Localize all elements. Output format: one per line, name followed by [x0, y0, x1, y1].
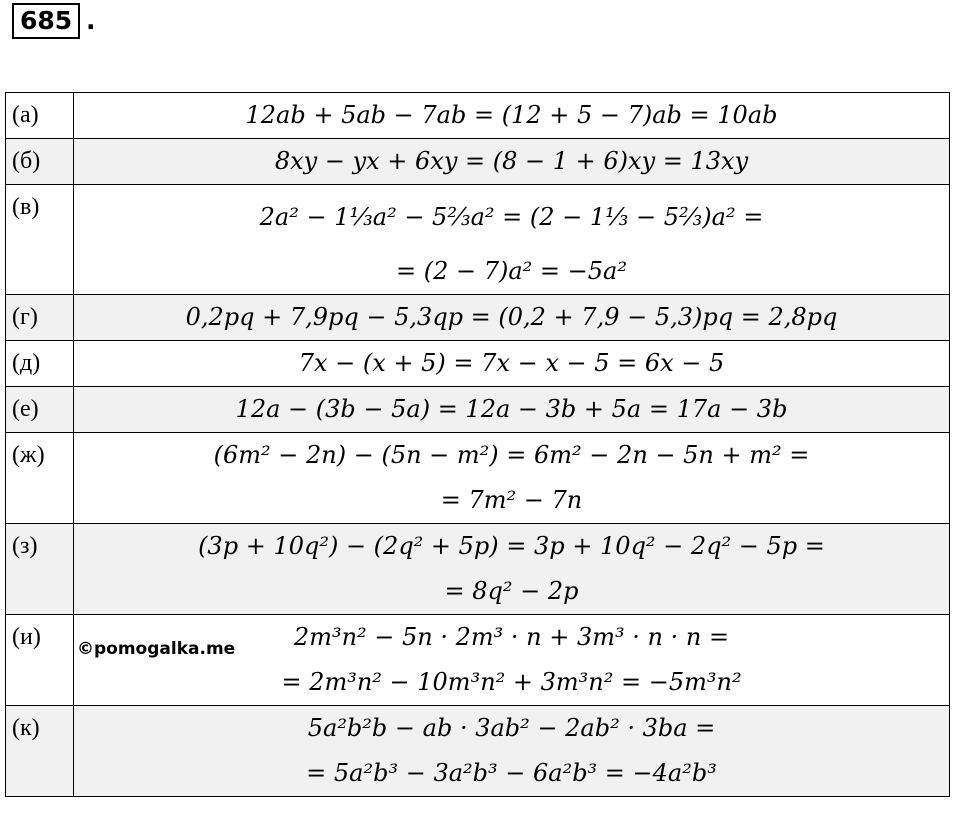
solution-row-i — [6, 615, 950, 706]
expression-line: = 7m² − 7n — [440, 486, 583, 514]
solutions-table — [5, 92, 950, 797]
expression-line: 2a² − 1⅓a² − 5⅔a² = (2 − 1⅓ − 5⅔)a² = — [259, 203, 764, 231]
solution-row-v — [6, 185, 950, 295]
expression-line: = 2m³n² − 10m³n² + 3m³n² = −5m³n² — [281, 668, 742, 696]
expression-line: 5a²b²b − ab · 3ab² − 2ab² · 3ba = — [307, 714, 716, 742]
expression — [74, 341, 950, 387]
row-label: (з) — [6, 524, 74, 615]
exercise-number — [12, 3, 80, 39]
expression-line: 7x − (x + 5) = 7x − x − 5 = 6x − 5 — [298, 349, 725, 377]
solution-row-g — [6, 295, 950, 341]
watermark: ©pomogalka.me — [77, 639, 236, 659]
expression — [74, 615, 950, 706]
expression-line: 8xy − yx + 6xy = (8 − 1 + 6)xy = 13xy — [274, 147, 749, 175]
row-label: (г) — [6, 295, 74, 341]
expression — [74, 706, 950, 797]
expression-line: 2m³n² − 5n · 2m³ · n + 3m³ · n · n = — [293, 623, 730, 651]
expression — [74, 185, 950, 295]
row-label: (и) — [6, 615, 74, 706]
row-label: (ж) — [6, 433, 74, 524]
expression-line: (6m² − 2n) − (5n − m²) = 6m² − 2n − 5n + m² = — [213, 441, 810, 469]
row-label: (е) — [6, 387, 74, 433]
row-label: (б) — [6, 139, 74, 185]
expression-line: = 5a²b³ − 3a²b³ − 6a²b³ = −4a²b³ — [306, 759, 717, 787]
solution-row-b — [6, 139, 950, 185]
exercise-number-dot: . — [86, 6, 96, 35]
exercise-number-text: 685 — [20, 6, 73, 35]
solution-row-d — [6, 341, 950, 387]
row-label: (д) — [6, 341, 74, 387]
expression-line: = (2 − 7)a² = −5a² — [396, 257, 627, 285]
expression — [74, 524, 950, 615]
expression-line: = 8q² − 2p — [444, 577, 579, 605]
expression — [74, 433, 950, 524]
expression-line: 12a − (3b − 5a) = 12a − 3b + 5a = 17a − 3b — [235, 395, 788, 423]
expression — [74, 93, 950, 139]
row-label: (а) — [6, 93, 74, 139]
solution-row-k — [6, 706, 950, 797]
solution-row-e — [6, 387, 950, 433]
row-label: (в) — [6, 185, 74, 295]
row-label: (к) — [6, 706, 74, 797]
expression — [74, 139, 950, 185]
expression — [74, 387, 950, 433]
expression — [74, 295, 950, 341]
expression-line: 0,2pq + 7,9pq − 5,3qp = (0,2 + 7,9 − 5,3)pq = 2,8pq — [185, 303, 838, 331]
expression-line: (3p + 10q²) − (2q² + 5p) = 3p + 10q² − 2q² − 5p = — [198, 532, 825, 560]
solution-row-z — [6, 524, 950, 615]
solution-row-a — [6, 93, 950, 139]
solution-row-zh — [6, 433, 950, 524]
expression-line: 12ab + 5ab − 7ab = (12 + 5 − 7)ab = 10ab — [245, 101, 778, 129]
